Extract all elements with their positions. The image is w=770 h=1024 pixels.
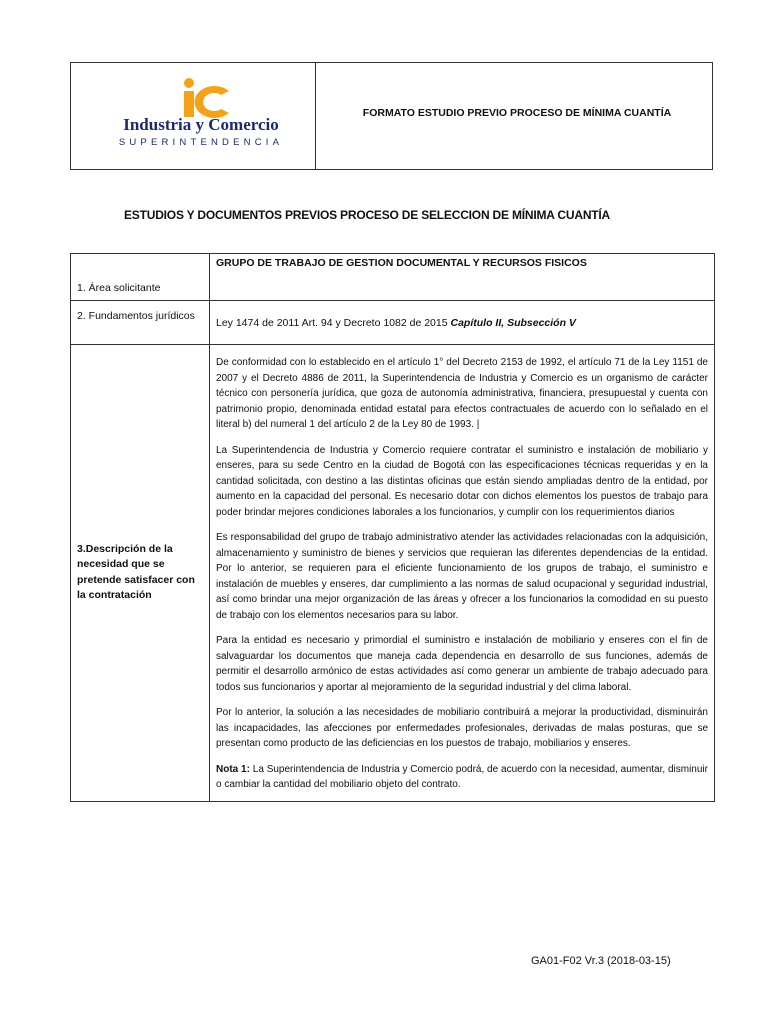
- description-paragraph: Por lo anterior, la solución a las necesidades de mobiliario contribuirá a mejorar la productividad, disminuirán las incapacidades, las afecciones por enfermedades profesionales, derivadas de malas posturas, que se presentan como producto de las deficiencias en los puestos de trabajo, mobiliarios y enseres.: [216, 707, 708, 749]
- logo-cell: [71, 63, 316, 169]
- fundamentos-label-cell: [71, 301, 210, 345]
- table-row: [71, 301, 715, 345]
- table-row: [71, 254, 715, 301]
- document-title: FORMATO ESTUDIO PREVIO PROCESO DE MÍNIMA CUANTÍA: [362, 107, 672, 119]
- table-row: [71, 345, 715, 802]
- logo-wordmark: Industria y Comercio: [123, 115, 279, 134]
- area-value-cell: [210, 254, 715, 301]
- descripcion-value-cell: [210, 345, 715, 802]
- page-title: ESTUDIOS Y DOCUMENTOS PREVIOS PROCESO DE SELECCION DE MÍNIMA CUANTÍA: [124, 208, 611, 222]
- description-paragraph: Para la entidad es necesario y primordial el suministro e instalación de mobiliario y enseres con el fin de salvaguardar los documentos que maneja cada dependencia en desarrollo de sus funciones, además de permitir el desarrollo armónico de estas actividades así como generar un ambiente de trabajo adecuado para todos sus funcionarios y aportar al mejoramiento de la seguridad industrial y del clima laboral.: [216, 635, 708, 693]
- note-paragraph: [216, 762, 708, 793]
- area-label-cell: [71, 254, 210, 301]
- fundamentos-value-cell: [210, 301, 715, 345]
- descripcion-label-cell: [71, 345, 210, 802]
- sic-logo: [101, 73, 301, 158]
- description-paragraph: De conformidad con lo establecido en el artículo 1° del Decreto 2153 de 1992, el artículo 71 de la Ley 1151 de 2007 y el Decreto 4886 de 2011, la Superintendencia de Industria y Comercio es un organismo de carácter técnico con personería jurídica, que goza de autonomía administrativa, financiera, presupuestal y cuenta con patrimonio propio, denominada entidad estatal para efectos contractuales de acuerdo con lo señalado en el literal b) del numeral 1 del artículo 2 de la Ley 80 de 1993. |: [216, 357, 708, 430]
- fundamentos-value: Ley 1474 de 2011 Art. 94 y Decreto 1082 de 2015: [216, 316, 451, 329]
- area-label: 1. Área solicitante: [77, 282, 161, 294]
- area-value: GRUPO DE TRABAJO DE GESTION DOCUMENTAL Y RECURSOS FISICOS: [216, 257, 587, 269]
- study-table: [70, 253, 715, 802]
- description-paragraph: Es responsabilidad del grupo de trabajo administrativo atender las actividades relacionadas con la adquisición, almacenamiento y suministro de bienes y servicios que requieran las diferentes dependencias de la entidad. Por lo anterior, se requieren para el eficiente funcionamiento de los grupos de trabajo, el suministro e instalación de muebles y enseres, dar cumplimiento a las normas de salud ocupacional y seguridad industrial, así como brindar una mejor organización de las áreas y ofrecer a los funcionarios la comodidad en su puesto de trabajo con los elementos necesarios para su labor.: [216, 532, 708, 621]
- description-paragraph: La Superintendencia de Industria y Comercio requiere contratar el suministro e instalación de mobiliario y enseres, para su sede Centro en la ciudad de Bogotá con las especificaciones técnicas requeridas y en la cantidad solicitada, con destino a las distintas oficinas que están siendo ampliadas dentro de la entidad, por aumento en la capacidad del personal. Es necesario dotar con dichos elementos los puestos de trabajo para poder brindar mejores condiciones laborales a los funcionarios, y cumplir con los requerimientos diarios: [216, 444, 708, 518]
- document-header: [70, 62, 713, 170]
- note-label: Nota 1:: [216, 763, 250, 775]
- document-code: GA01-F02 Vr.3 (2018-03-15): [531, 955, 671, 967]
- fundamentos-label: 2. Fundamentos jurídicos: [77, 310, 195, 322]
- note-text: La Superintendencia de Industria y Comercio podrá, de acuerdo con la necesidad, aumentar, disminuir o cambiar la cantidad del mobiliario objeto del contrato.: [216, 763, 708, 790]
- descripcion-label: 3.Descripción de la necesidad que se pretende satisfacer con la contratación: [77, 542, 195, 602]
- fundamentos-chapter: Capítulo II, Subsección V: [450, 316, 576, 329]
- logo-subtitle: SUPERINTENDENCIA: [118, 137, 284, 148]
